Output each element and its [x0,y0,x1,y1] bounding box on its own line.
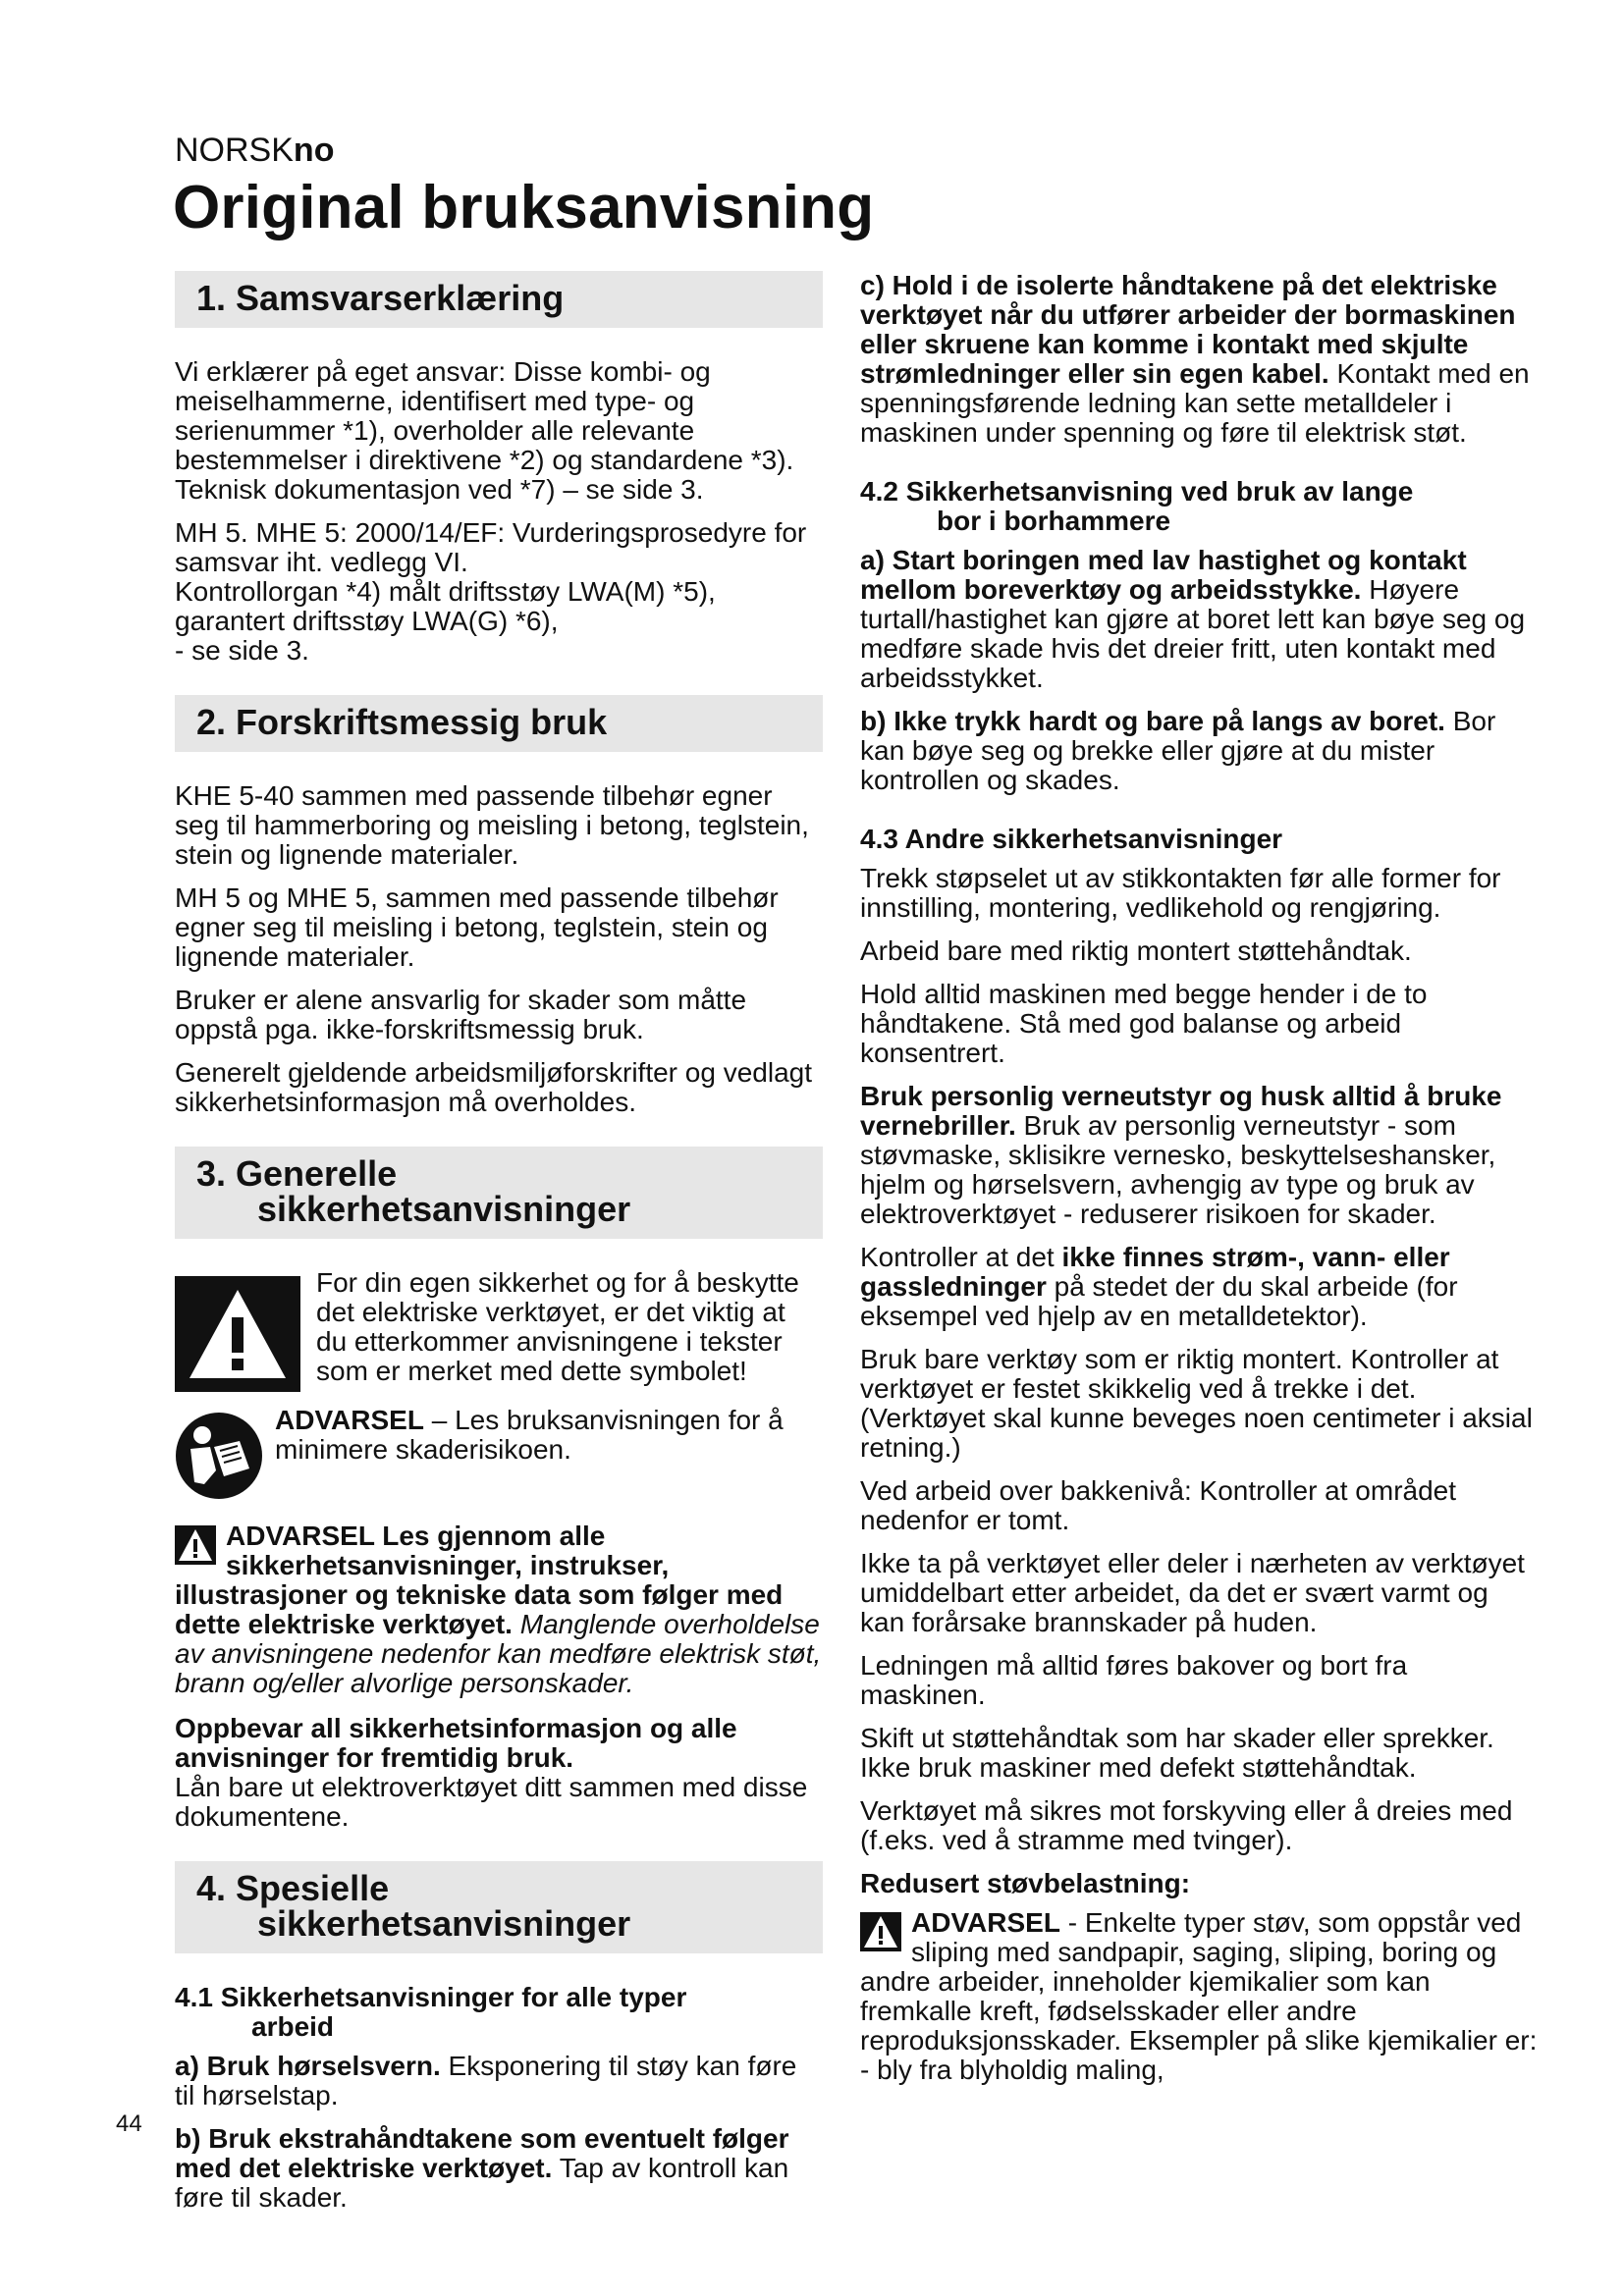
warning-triangle-icon [175,1276,300,1392]
other-safety-7: Ved arbeid over bakkenivå: Kontroller at området nedenfor er tomt. [860,1475,1457,1535]
left-column [175,271,823,2226]
subsection-4-1-heading: 4.1 Sikkerhetsanvisninger for alle typer arbeid [175,1982,687,2042]
right-column [860,271,1538,2085]
subsection-4-3-heading: 4.3 Andre sikkerhetsanvisninger [860,824,1283,854]
keep-instructions-paragraph: Oppbevar all sikkerhetsinformasjon og alle anvisninger for fremtidig bruk. Lån bare ut elektroverktøyet ditt sammen med disse dokumentene. [175,1713,808,1832]
other-safety-6: Bruk bare verktøy som er riktig montert. Kontroller at verktøyet er festet skikkelig ved å trekke i det. (Verktøyet skal kunne beveges noen centimeter i aksial retning.) [860,1344,1533,1463]
warning-triangle-small-icon [175,1525,216,1565]
read-manual-block [175,1406,823,1500]
s1-paragraph-1: Vi erklærer på eget ansvar: Disse kombi- og meiselhammerne, identifisert med type- og serienummer *1), overholder alle relevante bestemmelser i direktivene *2) og standardene *3). Teknisk dokumentasjon ved *7) – se side 3. [175,356,794,505]
s2-paragraph-4: Generelt gjeldende arbeidsmiljøforskrifter og vedlagt sikkerhetsinformasjon må overholdes. [175,1057,812,1117]
other-safety-3: Hold alltid maskinen med begge hender i de to håndtakene. Stå med god balanse og arbeid konsentrert. [860,979,1428,1068]
section-2-heading: 2. Forskriftsmessig bruk [175,695,823,752]
other-safety-11: Verktøyet må sikres mot forskyving eller å dreies med (f.eks. ved å stramme med tvinger). [860,1795,1513,1855]
s4-item-c: c) Hold i de isolerte håndtakene på det elektriske verktøyet når du utfører arbeider der bormaskinen eller skruene kan komme i kontakt med skjulte strømledninger eller sin egen kabel. Kontakt med en spenningsførende ledning kan sette metalldeler i maskinen under spenning og føre til elektrisk støt. [860,270,1530,448]
section-1-heading: 1. Samsvarserklæring [175,271,823,328]
other-safety-2: Arbeid bare med riktig montert støttehåndtak. [860,935,1412,966]
dust-warning-triangle-icon [860,1912,901,1951]
other-safety-4: Bruk personlig verneutstyr og husk alltid å bruke vernebriller. Bruk av personlig verneutstyr - som støvmaske, sklisikre vernesko, beskyttelseshansker, hjelm og hørselsvern, avhengig av type og bruk av elektroverktøyet - reduserer risikoen for skader. [860,1081,1502,1229]
language-label: NORSKno [175,132,335,169]
page-number: 44 [116,2110,142,2137]
s4-2-item-a: a) Start boringen med lav hastighet og kontakt mellom boreverktøy og arbeidsstykke. Høyere turtall/hastighet kan gjøre at boret lett kan bøye seg og medføre skade hvis det dreier fritt, uten kontakt med arbeidsstykket. [860,545,1526,693]
other-safety-1: Trekk støpselet ut av stikkontakten før alle former for innstilling, montering, vedlikehold og rengjøring. [860,863,1501,923]
read-manual-icon [175,1412,263,1500]
warning-symbol-text: For din egen sikkerhet og for å beskytte det elektriske verktøyet, er det viktig at du etterkommer anvisningene i tekster som er merket med dette symbolet! [316,1267,799,1386]
other-safety-8: Ikke ta på verktøyet eller deler i nærheten av verktøyet umiddelbart etter arbeidet, da det er svært varmt og kan forårsake brannskader på huden. [860,1548,1525,1637]
section-3-heading: 3. Generelle sikkerhetsanvisninger [175,1147,823,1239]
s2-paragraph-3: Bruker er alene ansvarlig for skader som måtte oppstå pga. ikke-forskriftsmessig bruk. [175,985,747,1044]
subsection-4-2-heading: 4.2 Sikkerhetsanvisning ved bruk av lange bor i borhammere [860,476,1414,536]
s4-2-item-b: b) Ikke trykk hardt og bare på langs av boret. Bor kan bøye seg og brekke eller gjøre at du mister kontrollen og skades. [860,706,1496,795]
read-manual-text: ADVARSEL – Les bruksanvisningen for å minimere skaderisikoen. [275,1405,784,1465]
s1-paragraph-2: MH 5. MHE 5: 2000/14/EF: Vurderingsprosedyre for samsvar iht. vedlegg VI. Kontrollorgan *4) målt driftsstøy LWA(M) *5), garantert driftsstøy LWA(G) *6), - se side 3. [175,517,807,666]
other-safety-10: Skift ut støttehåndtak som har skader eller sprekker. Ikke bruk maskiner med defekt støttehåndtak. [860,1723,1494,1783]
other-safety-5: Kontroller at det ikke finnes strøm-, vann- eller gassledninger på stedet der du skal arbeide (for eksempel ved hjelp av en metalldetektor). [860,1242,1458,1331]
s4-item-b: b) Bruk ekstrahåndtakene som eventuelt følger med det elektriske verktøyet. Tap av kontroll kan føre til skader. [175,2123,789,2213]
general-warning-paragraph: ADVARSEL Les gjennom alle sikkerhetsanvisninger, instrukser, illustrasjoner og tekniske data som følger med dette elektriske verktøyet. Manglende overholdelse av anvisningene nedenfor kan medføre elektrisk støt, brann og/eller alvorlige personskader. [175,1521,822,1698]
dust-heading: Redusert støvbelastning: [860,1868,1191,1898]
other-safety-9: Ledningen må alltid føres bakover og bort fra maskinen. [860,1650,1408,1710]
s4-item-a: a) Bruk hørselsvern. Eksponering til støy kan føre til hørselstap. [175,2051,797,2110]
dust-warning-paragraph: ADVARSEL - Enkelte typer støv, som oppstår ved sliping med sandpapir, saging, sliping, boring og andre arbeider, inneholder kjemikalier som kan fremkalle kreft, fødselsskader eller andre reproduksjonsskader. Eksempler på slike kjemikalier er: - bly fra blyholdig maling, [860,1907,1538,2085]
s2-paragraph-1: KHE 5-40 sammen med passende tilbehør egner seg til hammerboring og meisling i betong, teglstein, stein og lignende materialer. [175,780,809,870]
section-4-heading: 4. Spesielle sikkerhetsanvisninger [175,1861,823,1953]
s2-paragraph-2: MH 5 og MHE 5, sammen med passende tilbehør egner seg til meisling i betong, teglstein, stein og lignende materialer. [175,882,779,972]
document-title: Original bruksanvisning [173,174,875,241]
warning-symbol-block [175,1268,823,1392]
